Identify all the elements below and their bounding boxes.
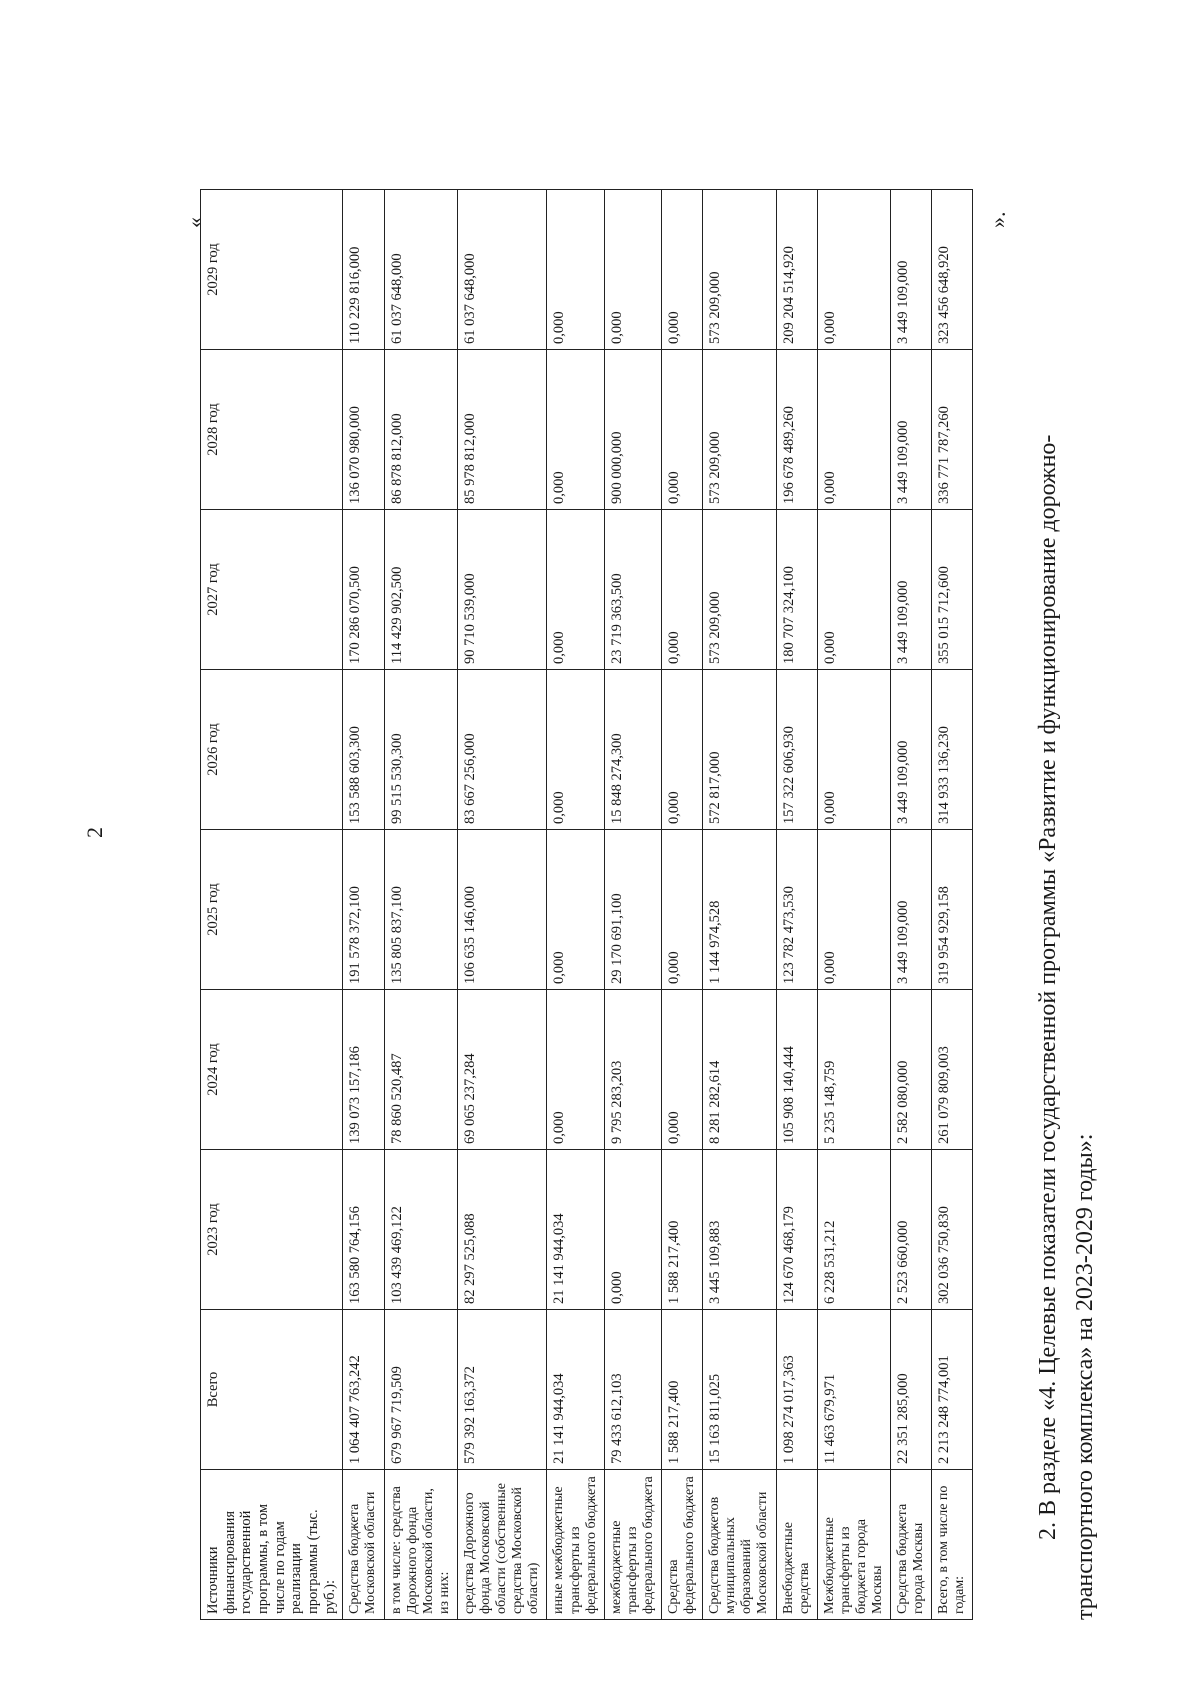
- table-row: [547, 190, 604, 1620]
- table-cell: 85 978 812,000: [457, 350, 546, 510]
- table-cell: 573 209,000: [703, 190, 776, 350]
- table-cell: 0,000: [817, 510, 890, 670]
- row-label: Средства бюджета города Москвы: [891, 1470, 932, 1620]
- table-cell: 2 523 660,000: [891, 1150, 932, 1310]
- row-label: Средства федерального бюджета: [661, 1470, 702, 1620]
- table-cell: 261 079 809,003: [932, 990, 973, 1150]
- table-cell: 1 064 407 763,242: [343, 1310, 384, 1470]
- table-cell: 136 070 980,000: [343, 350, 384, 510]
- table-cell: 61 037 648,000: [457, 190, 546, 350]
- header-2025: 2025 год: [201, 830, 343, 990]
- table-cell: 1 144 974,528: [703, 830, 776, 990]
- table-row: [703, 190, 776, 1620]
- table-cell: 6 228 531,212: [817, 1150, 890, 1310]
- table-row: [343, 190, 384, 1620]
- table-cell: 105 908 140,444: [776, 990, 817, 1150]
- table-cell: 2 213 248 774,001: [932, 1310, 973, 1470]
- opening-quote: «: [182, 217, 207, 228]
- table-cell: 180 707 324,100: [776, 510, 817, 670]
- table-cell: 2 582 080,000: [891, 990, 932, 1150]
- table-cell: 579 392 163,372: [457, 1310, 546, 1470]
- table-cell: 123 782 473,530: [776, 830, 817, 990]
- row-label: Внебюджетные средства: [776, 1470, 817, 1620]
- table-cell: 1 588 217,400: [661, 1310, 702, 1470]
- table-cell: 314 933 136,230: [932, 670, 973, 830]
- table-cell: 900 000,000: [604, 350, 661, 510]
- header-2029: 2029 год: [201, 190, 343, 350]
- row-label: Средства бюджетов муниципальных образований Московской области: [703, 1470, 776, 1620]
- row-label: средства Дорожного фонда Московской области (собственные средства Московской области): [457, 1470, 546, 1620]
- table-cell: 0,000: [661, 190, 702, 350]
- table-cell: 0,000: [604, 1150, 661, 1310]
- table-cell: 0,000: [547, 670, 604, 830]
- header-2027: 2027 год: [201, 510, 343, 670]
- table-cell: 157 322 606,930: [776, 670, 817, 830]
- row-label: Всего, в том числе по годам:: [932, 1470, 973, 1620]
- table-cell: 124 670 468,179: [776, 1150, 817, 1310]
- table-cell: 170 286 070,500: [343, 510, 384, 670]
- table-cell: 82 297 525,088: [457, 1150, 546, 1310]
- row-label: Межбюджетные трансферты из бюджета города Москвы: [817, 1470, 890, 1620]
- table-cell: 0,000: [547, 990, 604, 1150]
- table-cell: 336 771 787,260: [932, 350, 973, 510]
- table-cell: 9 795 283,203: [604, 990, 661, 1150]
- table-row: [776, 190, 817, 1620]
- table-cell: 103 439 469,122: [384, 1150, 457, 1310]
- table-cell: 8 281 282,614: [703, 990, 776, 1150]
- table-cell: 3 449 109,000: [891, 510, 932, 670]
- table-cell: 0,000: [547, 510, 604, 670]
- table-cell: 114 429 902,500: [384, 510, 457, 670]
- page-number: 2: [82, 827, 107, 838]
- table-header-row: [201, 190, 343, 1620]
- table-cell: 0,000: [661, 670, 702, 830]
- table-cell: 21 141 944,034: [547, 1310, 604, 1470]
- table-cell: 22 351 285,000: [891, 1310, 932, 1470]
- table-cell: 15 848 274,300: [604, 670, 661, 830]
- row-label: Средства бюджета Московской области: [343, 1470, 384, 1620]
- section-paragraph: [1030, 140, 1104, 1620]
- table-cell: 163 580 764,156: [343, 1150, 384, 1310]
- table-cell: 86 878 812,000: [384, 350, 457, 510]
- table-cell: 573 209,000: [703, 350, 776, 510]
- table-row: [661, 190, 702, 1620]
- table-cell: 191 578 372,100: [343, 830, 384, 990]
- header-total: Всего: [201, 1310, 343, 1470]
- table-cell: 0,000: [817, 670, 890, 830]
- table-cell: 0,000: [817, 830, 890, 990]
- table-cell: 196 678 489,260: [776, 350, 817, 510]
- paragraph-line-2: транспортного комплекса» на 2023-2029 годы»:: [1072, 1133, 1099, 1620]
- table-cell: 1 588 217,400: [661, 1150, 702, 1310]
- table-cell: 106 635 146,000: [457, 830, 546, 990]
- table-cell: 99 515 530,300: [384, 670, 457, 830]
- table-cell: 23 719 363,500: [604, 510, 661, 670]
- table-row: [384, 190, 457, 1620]
- table-cell: 5 235 148,759: [817, 990, 890, 1150]
- table-cell: 153 588 603,300: [343, 670, 384, 830]
- table-row: [932, 190, 973, 1620]
- table-row: [891, 190, 932, 1620]
- table-cell: 110 229 816,000: [343, 190, 384, 350]
- header-2026: 2026 год: [201, 670, 343, 830]
- table-cell: 3 449 109,000: [891, 670, 932, 830]
- table-cell: 3 449 109,000: [891, 350, 932, 510]
- table-cell: 355 015 712,600: [932, 510, 973, 670]
- table-cell: 78 860 520,487: [384, 990, 457, 1150]
- table-cell: 29 170 691,100: [604, 830, 661, 990]
- header-2023: 2023 год: [201, 1150, 343, 1310]
- table-cell: 0,000: [547, 350, 604, 510]
- table-cell: 3 449 109,000: [891, 830, 932, 990]
- table-cell: 15 163 811,025: [703, 1310, 776, 1470]
- table-cell: 572 817,000: [703, 670, 776, 830]
- table-cell: 0,000: [817, 190, 890, 350]
- table-cell: 323 456 648,920: [932, 190, 973, 350]
- financing-table: [200, 189, 973, 1620]
- table-cell: 3 449 109,000: [891, 190, 932, 350]
- table-row: [457, 190, 546, 1620]
- table-cell: 83 667 256,000: [457, 670, 546, 830]
- header-source: Источники финансирования государственной программы, в том числе по годам реализации программы (тыс. руб.):: [201, 1470, 343, 1620]
- table-cell: 3 445 109,883: [703, 1150, 776, 1310]
- header-2028: 2028 год: [201, 350, 343, 510]
- table-cell: 0,000: [604, 190, 661, 350]
- table-cell: 61 037 648,000: [384, 190, 457, 350]
- paragraph-line-1: 2. В разделе «4. Целевые показатели государственной программы «Развитие и функционирование дорожно-: [1035, 434, 1061, 1540]
- table-row: [604, 190, 661, 1620]
- table-cell: 0,000: [661, 990, 702, 1150]
- table-cell: 135 805 837,100: [384, 830, 457, 990]
- table-cell: 0,000: [817, 350, 890, 510]
- table-cell: 0,000: [547, 830, 604, 990]
- table-cell: 209 204 514,920: [776, 190, 817, 350]
- table-cell: 21 141 944,034: [547, 1150, 604, 1310]
- table-cell: 1 098 274 017,363: [776, 1310, 817, 1470]
- table-cell: 139 073 157,186: [343, 990, 384, 1150]
- row-label: в том числе: средства Дорожного фонда Московской области, из них:: [384, 1470, 457, 1620]
- rotated-page: [0, 78, 1180, 1668]
- table-row: [817, 190, 890, 1620]
- table-cell: 0,000: [661, 830, 702, 990]
- table-cell: 90 710 539,000: [457, 510, 546, 670]
- table-cell: 319 954 929,158: [932, 830, 973, 990]
- table-cell: 0,000: [547, 190, 604, 350]
- row-label: межбюджетные трансферты из федерального бюджета: [604, 1470, 661, 1620]
- closing-quote: ».: [985, 211, 1010, 228]
- table-cell: 573 209,000: [703, 510, 776, 670]
- header-2024: 2024 год: [201, 990, 343, 1150]
- table-cell: 79 433 612,103: [604, 1310, 661, 1470]
- table-cell: 302 036 750,830: [932, 1150, 973, 1310]
- row-label: иные межбюджетные трансферты из федерального бюджета: [547, 1470, 604, 1620]
- table-cell: 69 065 237,284: [457, 990, 546, 1150]
- table-cell: 0,000: [661, 510, 702, 670]
- table-cell: 11 463 679,971: [817, 1310, 890, 1470]
- table-cell: 679 967 719,509: [384, 1310, 457, 1470]
- table-cell: 0,000: [661, 350, 702, 510]
